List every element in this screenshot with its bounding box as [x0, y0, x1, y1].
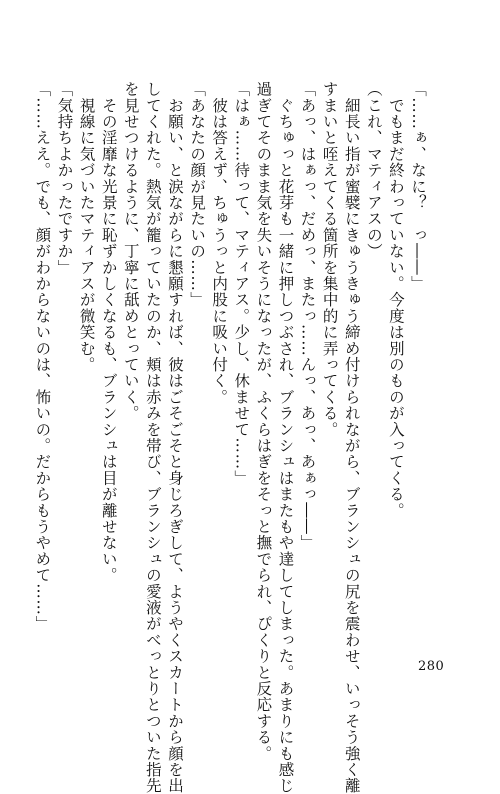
text-line: 彼は答えず、ちゅうっと内股に吸い付く。 — [210, 81, 229, 405]
text-line: 「気持ちよかったですか」 — [55, 81, 74, 276]
text-line: 「あっ、はぁっ、だめっ、またっ……んっ、あっ、あぁっ――」 — [298, 81, 317, 551]
text-line: ぐちゅっと花芽も一緒に押しつぶされ、ブランシュはまたもや達してしまった。あまりにも感じ — [276, 81, 295, 794]
text-line: その淫靡な光景に恥ずかしくなるも、ブランシュは目が離せない。 — [99, 81, 118, 584]
text-line: お願い、と涙ながらに懇願すれば、彼はごそごそと身じろぎして、ようやくスカートから顔を出 — [165, 81, 184, 794]
text-line: （これ、マティアスの） — [364, 81, 383, 260]
text-line: 細長い指が蜜襞にきゅうきゅう締め付けられながら、ブランシュの尻を震わせ、いっそう強く離 — [342, 81, 361, 794]
text-line: してくれた。熱気が籠っていたのか、頬は赤みを帯び、ブランシュの愛液がべっとりとついた指先 — [143, 81, 162, 794]
text-line: すまいと咥えてくる箇所を集中的に弄ってくる。 — [320, 81, 339, 438]
text-line: 視線に気づいたマティアスが微笑む。 — [77, 81, 96, 373]
text-line: 「はぁ……待って、マティアス。少し、休ませて……」 — [232, 81, 251, 486]
text-line: 「あなたの顔が見たいの……」 — [188, 81, 207, 308]
text-line: を見せつけるように、丁寧に舐めとっていく。 — [121, 81, 140, 422]
page-number: 280 — [418, 659, 445, 674]
text-line: でもまだ終わっていない。今度は別のものが入ってくる。 — [386, 81, 405, 519]
text-line: 過ぎてそのまま気を失いそうになったが、ふくらはぎをそっと撫でられ、ぴくりと反応する。 — [254, 81, 273, 762]
text-line: 「……ぁ、なに？ っ――」 — [409, 81, 427, 292]
body-text — [31, 81, 429, 794]
text-line: 「……ええ。でも、顔がわからないのは、怖いの。だからもうやめて……」 — [33, 81, 52, 632]
